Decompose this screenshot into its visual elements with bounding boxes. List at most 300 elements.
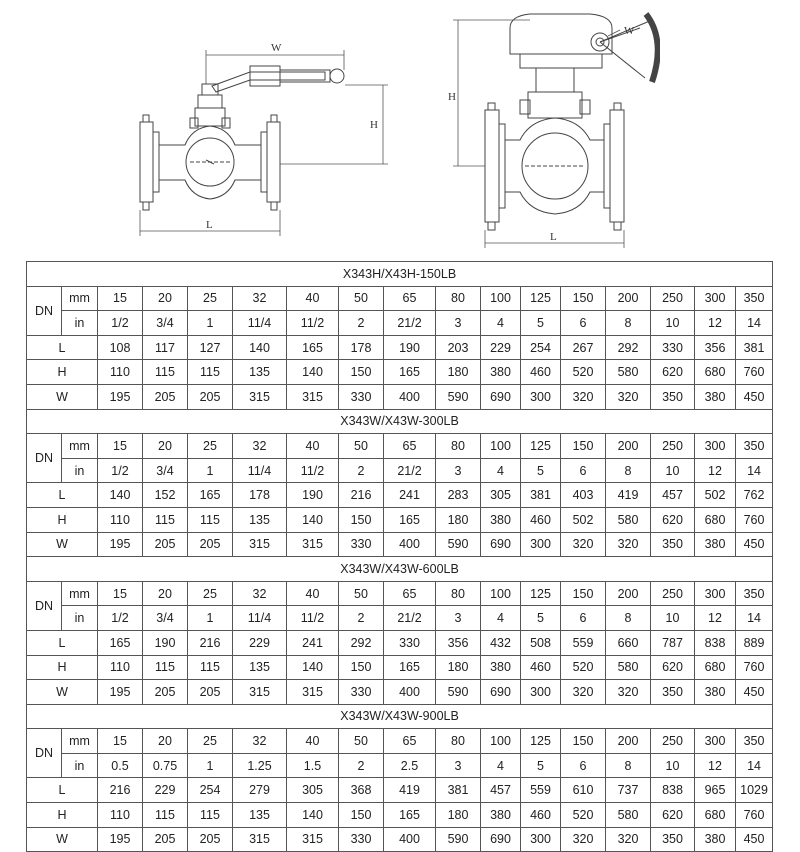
in-cell: 11/2 [287, 311, 339, 336]
in-cell: 1/2 [98, 311, 143, 336]
mm-cell: 65 [384, 581, 436, 606]
value-cell: 165 [384, 507, 436, 532]
mm-cell: 15 [98, 729, 143, 754]
value-cell: 403 [561, 483, 606, 508]
mm-cell: 350 [736, 581, 773, 606]
mm-cell: 40 [287, 434, 339, 459]
in-cell: 11/2 [287, 458, 339, 483]
value-cell: 380 [695, 384, 736, 409]
mm-cell: 40 [287, 286, 339, 311]
dn-label: DN [27, 729, 62, 778]
value-cell: 690 [481, 532, 521, 557]
in-cell: 11/4 [233, 606, 287, 631]
h-dimension-label: H [448, 91, 456, 103]
in-cell: 3 [436, 753, 481, 778]
value-cell: 305 [287, 778, 339, 803]
value-cell: 320 [561, 827, 606, 852]
in-cell: 14 [736, 753, 773, 778]
section-title-row [27, 557, 773, 582]
section-title: X343W/X43W-300LB [27, 409, 773, 434]
value-cell: 502 [695, 483, 736, 508]
value-cell: 110 [98, 360, 143, 385]
dimension-label: L [27, 778, 98, 803]
mm-cell: 150 [561, 581, 606, 606]
dimension-label: H [27, 655, 98, 680]
in-cell: 5 [521, 311, 561, 336]
value-cell: 165 [98, 630, 143, 655]
value-cell: 520 [561, 803, 606, 828]
value-cell: 330 [339, 384, 384, 409]
mm-cell: 25 [188, 729, 233, 754]
value-cell: 292 [606, 335, 651, 360]
value-cell: 590 [436, 680, 481, 705]
value-cell: 140 [287, 803, 339, 828]
value-cell: 320 [606, 532, 651, 557]
dimension-label: H [27, 360, 98, 385]
lever-valve-drawing [130, 0, 400, 250]
dimension-row [27, 384, 773, 409]
value-cell: 115 [188, 360, 233, 385]
value-cell: 580 [606, 507, 651, 532]
mm-cell: 125 [521, 729, 561, 754]
value-cell: 115 [143, 655, 188, 680]
section-title: X343W/X43W-900LB [27, 704, 773, 729]
in-cell: 14 [736, 311, 773, 336]
mm-row [27, 581, 773, 606]
value-cell: 737 [606, 778, 651, 803]
value-cell: 508 [521, 630, 561, 655]
value-cell: 190 [384, 335, 436, 360]
in-cell: 0.75 [143, 753, 188, 778]
in-cell: 21/2 [384, 458, 436, 483]
value-cell: 580 [606, 655, 651, 680]
value-cell: 762 [736, 483, 773, 508]
value-cell: 356 [695, 335, 736, 360]
value-cell: 180 [436, 803, 481, 828]
dimension-row [27, 778, 773, 803]
in-cell: 11/4 [233, 311, 287, 336]
l-dimension-label: L [550, 231, 557, 243]
value-cell: 590 [436, 384, 481, 409]
value-cell: 110 [98, 803, 143, 828]
value-cell: 315 [233, 384, 287, 409]
in-cell: 12 [695, 311, 736, 336]
mm-cell: 32 [233, 729, 287, 754]
value-cell: 117 [143, 335, 188, 360]
value-cell: 180 [436, 507, 481, 532]
value-cell: 457 [651, 483, 695, 508]
mm-cell: 80 [436, 729, 481, 754]
value-cell: 140 [98, 483, 143, 508]
value-cell: 330 [651, 335, 695, 360]
mm-cell: 100 [481, 729, 521, 754]
mm-cell: 32 [233, 434, 287, 459]
value-cell: 457 [481, 778, 521, 803]
in-cell: 6 [561, 311, 606, 336]
value-cell: 195 [98, 680, 143, 705]
in-cell: 5 [521, 753, 561, 778]
value-cell: 580 [606, 803, 651, 828]
mm-cell: 25 [188, 434, 233, 459]
value-cell: 559 [561, 630, 606, 655]
mm-cell: 50 [339, 729, 384, 754]
mm-cell: 65 [384, 434, 436, 459]
dn-label: DN [27, 581, 62, 630]
in-cell: 1.5 [287, 753, 339, 778]
value-cell: 115 [188, 655, 233, 680]
value-cell: 195 [98, 384, 143, 409]
mm-cell: 20 [143, 581, 188, 606]
in-cell: 8 [606, 458, 651, 483]
value-cell: 380 [695, 532, 736, 557]
value-cell: 760 [736, 507, 773, 532]
value-cell: 205 [143, 680, 188, 705]
in-row [27, 458, 773, 483]
mm-cell: 300 [695, 434, 736, 459]
in-label: in [62, 311, 98, 336]
mm-cell: 150 [561, 729, 606, 754]
in-cell: 1 [188, 458, 233, 483]
value-cell: 140 [287, 507, 339, 532]
section-title: X343H/X43H-150LB [27, 262, 773, 287]
value-cell: 205 [188, 827, 233, 852]
in-cell: 14 [736, 606, 773, 631]
value-cell: 787 [651, 630, 695, 655]
mm-row [27, 286, 773, 311]
mm-cell: 50 [339, 434, 384, 459]
value-cell: 229 [481, 335, 521, 360]
mm-cell: 15 [98, 581, 143, 606]
in-cell: 6 [561, 753, 606, 778]
value-cell: 135 [233, 655, 287, 680]
value-cell: 965 [695, 778, 736, 803]
dimension-label: W [27, 532, 98, 557]
mm-row [27, 434, 773, 459]
value-cell: 190 [143, 630, 188, 655]
mm-cell: 200 [606, 434, 651, 459]
value-cell: 315 [233, 680, 287, 705]
value-cell: 254 [188, 778, 233, 803]
value-cell: 380 [695, 827, 736, 852]
in-cell: 2.5 [384, 753, 436, 778]
mm-cell: 50 [339, 581, 384, 606]
value-cell: 108 [98, 335, 143, 360]
mm-cell: 15 [98, 286, 143, 311]
value-cell: 580 [606, 360, 651, 385]
value-cell: 127 [188, 335, 233, 360]
mm-cell: 250 [651, 581, 695, 606]
mm-cell: 350 [736, 286, 773, 311]
value-cell: 305 [481, 483, 521, 508]
value-cell: 400 [384, 532, 436, 557]
value-cell: 205 [188, 532, 233, 557]
value-cell: 680 [695, 507, 736, 532]
gear-valve-drawing [440, 0, 660, 250]
value-cell: 203 [436, 335, 481, 360]
value-cell: 502 [561, 507, 606, 532]
value-cell: 165 [188, 483, 233, 508]
dn-label: DN [27, 434, 62, 483]
in-row [27, 753, 773, 778]
in-row [27, 606, 773, 631]
in-cell: 12 [695, 458, 736, 483]
value-cell: 419 [606, 483, 651, 508]
in-cell: 2 [339, 606, 384, 631]
value-cell: 300 [521, 532, 561, 557]
technical-drawings [0, 0, 800, 258]
in-cell: 5 [521, 606, 561, 631]
in-cell: 1 [188, 753, 233, 778]
value-cell: 150 [339, 507, 384, 532]
value-cell: 350 [651, 827, 695, 852]
mm-cell: 32 [233, 581, 287, 606]
in-cell: 0.5 [98, 753, 143, 778]
value-cell: 180 [436, 655, 481, 680]
mm-cell: 300 [695, 729, 736, 754]
in-cell: 3 [436, 311, 481, 336]
value-cell: 135 [233, 360, 287, 385]
dimension-row [27, 803, 773, 828]
mm-cell: 20 [143, 286, 188, 311]
dimension-label: L [27, 630, 98, 655]
in-cell: 11/4 [233, 458, 287, 483]
value-cell: 241 [384, 483, 436, 508]
value-cell: 115 [143, 507, 188, 532]
value-cell: 400 [384, 680, 436, 705]
in-cell: 2 [339, 458, 384, 483]
mm-cell: 150 [561, 286, 606, 311]
value-cell: 115 [143, 360, 188, 385]
value-cell: 520 [561, 655, 606, 680]
in-cell: 1 [188, 606, 233, 631]
w-dimension-label: W [624, 25, 635, 37]
dimension-row [27, 483, 773, 508]
value-cell: 520 [561, 360, 606, 385]
mm-cell: 20 [143, 729, 188, 754]
in-cell: 5 [521, 458, 561, 483]
in-cell: 3/4 [143, 606, 188, 631]
dimension-label: W [27, 827, 98, 852]
mm-label: mm [62, 729, 98, 754]
value-cell: 400 [384, 384, 436, 409]
mm-cell: 40 [287, 729, 339, 754]
dimension-row [27, 680, 773, 705]
value-cell: 450 [736, 827, 773, 852]
value-cell: 450 [736, 680, 773, 705]
value-cell: 110 [98, 507, 143, 532]
mm-label: mm [62, 581, 98, 606]
in-cell: 10 [651, 753, 695, 778]
value-cell: 115 [188, 507, 233, 532]
value-cell: 241 [287, 630, 339, 655]
in-cell: 12 [695, 753, 736, 778]
value-cell: 400 [384, 827, 436, 852]
in-row [27, 311, 773, 336]
value-cell: 165 [384, 360, 436, 385]
value-cell: 315 [287, 680, 339, 705]
in-cell: 10 [651, 606, 695, 631]
value-cell: 1029 [736, 778, 773, 803]
value-cell: 315 [287, 384, 339, 409]
mm-cell: 200 [606, 581, 651, 606]
mm-cell: 250 [651, 729, 695, 754]
value-cell: 838 [695, 630, 736, 655]
in-cell: 3/4 [143, 458, 188, 483]
value-cell: 419 [384, 778, 436, 803]
mm-cell: 65 [384, 286, 436, 311]
value-cell: 350 [651, 680, 695, 705]
section-title-row [27, 262, 773, 287]
mm-cell: 150 [561, 434, 606, 459]
value-cell: 460 [521, 655, 561, 680]
mm-cell: 300 [695, 581, 736, 606]
value-cell: 205 [143, 532, 188, 557]
dimension-label: W [27, 680, 98, 705]
value-cell: 610 [561, 778, 606, 803]
value-cell: 690 [481, 680, 521, 705]
l-dimension-label: L [206, 219, 213, 231]
value-cell: 690 [481, 827, 521, 852]
value-cell: 660 [606, 630, 651, 655]
value-cell: 460 [521, 360, 561, 385]
in-cell: 8 [606, 311, 651, 336]
dimension-label: W [27, 384, 98, 409]
mm-cell: 65 [384, 729, 436, 754]
dimension-row [27, 655, 773, 680]
in-cell: 3/4 [143, 311, 188, 336]
dimension-row [27, 507, 773, 532]
mm-cell: 350 [736, 729, 773, 754]
w-dimension-label: W [271, 42, 282, 54]
value-cell: 380 [481, 507, 521, 532]
mm-cell: 20 [143, 434, 188, 459]
value-cell: 152 [143, 483, 188, 508]
in-label: in [62, 458, 98, 483]
in-cell: 2 [339, 753, 384, 778]
value-cell: 315 [287, 827, 339, 852]
value-cell: 205 [143, 384, 188, 409]
value-cell: 760 [736, 655, 773, 680]
value-cell: 216 [188, 630, 233, 655]
value-cell: 356 [436, 630, 481, 655]
value-cell: 450 [736, 384, 773, 409]
mm-cell: 80 [436, 286, 481, 311]
section-title-row [27, 409, 773, 434]
value-cell: 279 [233, 778, 287, 803]
value-cell: 380 [481, 803, 521, 828]
mm-cell: 125 [521, 286, 561, 311]
value-cell: 330 [384, 630, 436, 655]
in-cell: 1 [188, 311, 233, 336]
dimension-row [27, 630, 773, 655]
value-cell: 300 [521, 680, 561, 705]
in-cell: 1/2 [98, 606, 143, 631]
value-cell: 760 [736, 360, 773, 385]
value-cell: 432 [481, 630, 521, 655]
mm-cell: 350 [736, 434, 773, 459]
value-cell: 380 [481, 655, 521, 680]
value-cell: 330 [339, 680, 384, 705]
value-cell: 320 [561, 532, 606, 557]
section-title: X343W/X43W-600LB [27, 557, 773, 582]
value-cell: 140 [287, 655, 339, 680]
mm-cell: 32 [233, 286, 287, 311]
dimension-label: L [27, 483, 98, 508]
mm-row [27, 729, 773, 754]
value-cell: 889 [736, 630, 773, 655]
value-cell: 620 [651, 803, 695, 828]
in-cell: 11/2 [287, 606, 339, 631]
value-cell: 165 [384, 655, 436, 680]
value-cell: 205 [188, 680, 233, 705]
value-cell: 330 [339, 532, 384, 557]
mm-cell: 250 [651, 434, 695, 459]
value-cell: 368 [339, 778, 384, 803]
dimension-row [27, 335, 773, 360]
value-cell: 350 [651, 384, 695, 409]
in-cell: 1.25 [233, 753, 287, 778]
value-cell: 315 [233, 532, 287, 557]
mm-cell: 25 [188, 286, 233, 311]
value-cell: 381 [736, 335, 773, 360]
value-cell: 381 [521, 483, 561, 508]
value-cell: 315 [287, 532, 339, 557]
in-cell: 6 [561, 606, 606, 631]
in-cell: 4 [481, 311, 521, 336]
value-cell: 150 [339, 655, 384, 680]
in-cell: 14 [736, 458, 773, 483]
value-cell: 150 [339, 360, 384, 385]
value-cell: 381 [436, 778, 481, 803]
mm-cell: 40 [287, 581, 339, 606]
value-cell: 254 [521, 335, 561, 360]
in-label: in [62, 753, 98, 778]
value-cell: 620 [651, 655, 695, 680]
in-cell: 4 [481, 458, 521, 483]
value-cell: 300 [521, 384, 561, 409]
value-cell: 150 [339, 803, 384, 828]
mm-cell: 80 [436, 581, 481, 606]
value-cell: 216 [339, 483, 384, 508]
mm-cell: 15 [98, 434, 143, 459]
value-cell: 320 [606, 680, 651, 705]
h-dimension-label: H [370, 119, 378, 131]
mm-cell: 125 [521, 434, 561, 459]
section-title-row [27, 704, 773, 729]
value-cell: 292 [339, 630, 384, 655]
dimension-label: H [27, 803, 98, 828]
value-cell: 229 [143, 778, 188, 803]
value-cell: 283 [436, 483, 481, 508]
in-cell: 4 [481, 606, 521, 631]
in-cell: 1/2 [98, 458, 143, 483]
value-cell: 267 [561, 335, 606, 360]
value-cell: 690 [481, 384, 521, 409]
mm-cell: 80 [436, 434, 481, 459]
value-cell: 320 [561, 384, 606, 409]
in-cell: 8 [606, 606, 651, 631]
value-cell: 135 [233, 803, 287, 828]
value-cell: 320 [561, 680, 606, 705]
value-cell: 140 [287, 360, 339, 385]
value-cell: 450 [736, 532, 773, 557]
mm-cell: 50 [339, 286, 384, 311]
mm-cell: 250 [651, 286, 695, 311]
value-cell: 140 [233, 335, 287, 360]
value-cell: 115 [188, 803, 233, 828]
value-cell: 590 [436, 532, 481, 557]
dimension-row [27, 360, 773, 385]
